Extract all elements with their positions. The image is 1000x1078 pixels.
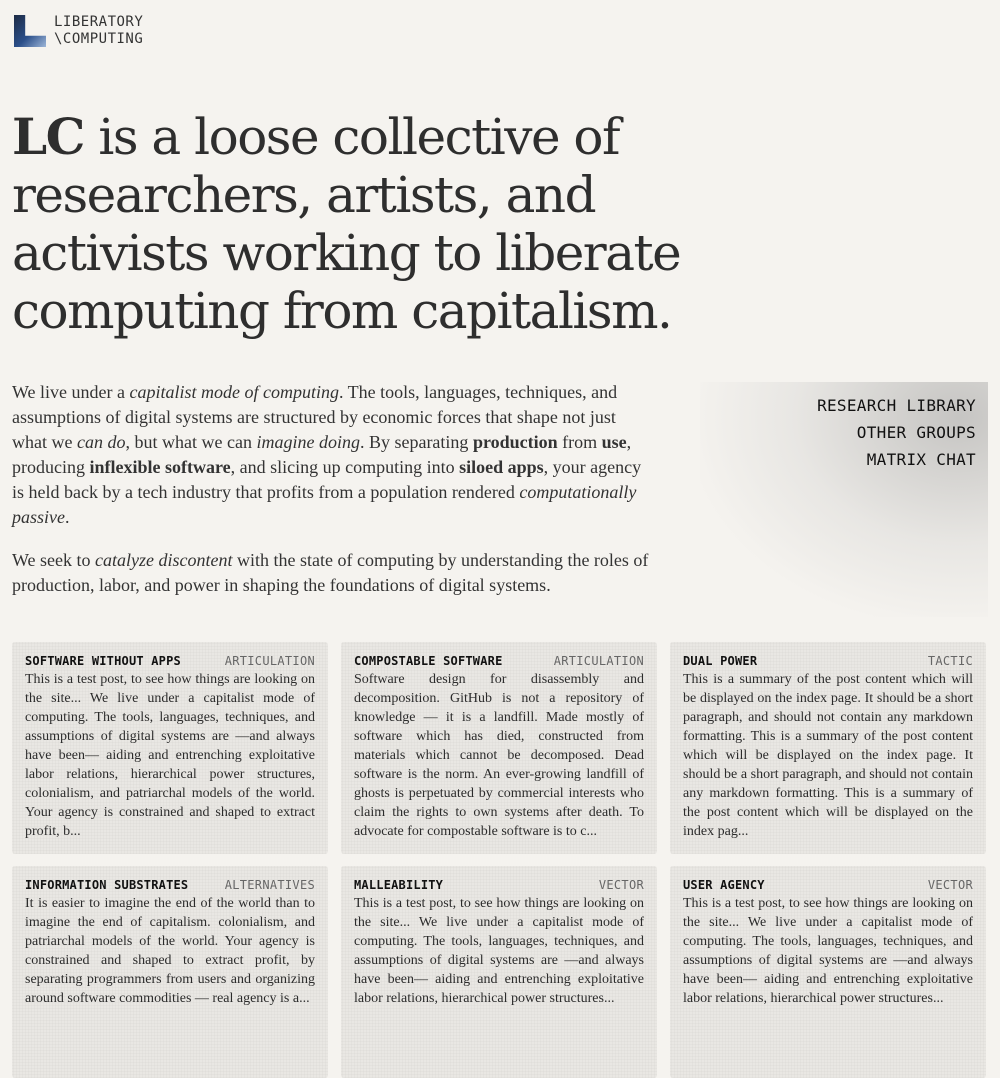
intro-paragraph-1	[12, 380, 652, 530]
intro-text-segment: , producing	[12, 432, 632, 477]
intro-text-segment: imagine doing	[256, 432, 360, 452]
logo-line-2: \COMPUTING	[54, 31, 144, 47]
headline-bold: LC	[12, 107, 84, 166]
card-title[interactable]: DUAL POWER	[683, 654, 758, 668]
site-logo[interactable]	[14, 14, 143, 48]
card-tag: ARTICULATION	[553, 654, 644, 668]
card-tag: ARTICULATION	[224, 654, 315, 668]
intro-text-segment: , but what we can	[125, 432, 257, 452]
card-tag: TACTIC	[927, 654, 973, 668]
card-tag: ALTERNATIVES	[224, 878, 315, 892]
intro-text-segment: use	[601, 432, 627, 452]
intro-text-segment: computationally passive	[12, 482, 637, 527]
intro-text-segment: capitalist mode of computing	[129, 382, 339, 402]
card-title[interactable]: MALLEABILITY	[354, 878, 444, 892]
card-summary: This is a test post, to see how things are looking on the site... We live under a capitalist mode of computing. The tools, languages, techniques, and assumptions of digital systems are —and always have been— aiding and entrenching exploitative labor relations, hierarchical power structures...	[354, 896, 644, 1006]
card-title[interactable]: COMPOSTABLE SOFTWARE	[354, 654, 503, 668]
intro-paragraph-2	[12, 548, 652, 598]
post-card[interactable]	[670, 866, 986, 1078]
post-card[interactable]	[12, 866, 328, 1078]
intro-text-segment: can do	[76, 432, 126, 452]
headline-rest: is a loose collective of researchers, artists, and activists working to liberate computing from capitalism.	[12, 108, 681, 340]
intro-text-segment: , and slicing up computing into	[230, 457, 460, 477]
card-title[interactable]: SOFTWARE WITHOUT APPS	[25, 654, 181, 668]
intro-text-segment: inflexible software	[89, 457, 231, 477]
logo-text	[54, 14, 143, 48]
page-headline	[12, 108, 802, 340]
intro-text-segment: siloed apps	[459, 457, 544, 477]
card-summary: It is easier to imagine the end of the world than to imagine the end of capitalism. colonialism, and patriarchal models of the world. Your agency is constrained and shaped to extract profit, by separating programmers from users and organizing around software commodities — real agency is a...	[25, 896, 315, 1006]
intro-text-segment: production	[472, 432, 558, 452]
post-card[interactable]	[12, 642, 328, 854]
card-summary: Software design for disassembly and decomposition. GitHub is not a repository of knowledge — it is a landfill. Made mostly of software which has died, constructed from materials which cannot be decomposed. Dead software is the norm. An ever-growing landfill of ghosts is perpetuated by commercial interests who claim the rights to own systems after death. To advocate for compostable software is to c...	[354, 672, 644, 839]
post-card[interactable]	[341, 642, 657, 854]
intro-text-segment: . The tools, languages, techniques, and assumptions of digital systems are structured by economic forces that shape not just what we	[12, 382, 618, 452]
intro-text-segment: catalyze discontent	[95, 550, 233, 570]
intro-text-segment: We live under a	[12, 382, 130, 402]
intro-text-segment: with the state of computing by understanding the roles of production, labor, and power in shaping the foundations of digital systems.	[12, 550, 649, 595]
card-summary: This is a test post, to see how things are looking on the site... We live under a capitalist mode of computing. The tools, languages, techniques, and assumptions of digital systems are —and always have been— aiding and entrenching exploitative labor relations, hierarchical power structures, colonialism, and patriarchal models of the world. Your agency is constrained and shaped to extract profit, b...	[25, 672, 315, 839]
intro-text-segment: , your agency is held back by a tech industry that profits from a population rendered	[12, 457, 642, 502]
card-summary: This is a summary of the post content which will be displayed on the index page. It should be a short paragraph, and should not contain any markdown formatting. This is a summary of the post content which will be displayed on the index page. It should be a short paragraph, and should not contain any markdown formatting. This is a summary of the post content which will be displayed on the index pag...	[683, 672, 973, 839]
intro-text-segment: . By separating	[359, 432, 473, 452]
nav-research-library[interactable]: RESEARCH LIBRARY	[817, 396, 976, 415]
logo-icon	[14, 15, 46, 47]
intro-text-segment: from	[557, 432, 602, 452]
post-card[interactable]	[670, 642, 986, 854]
card-summary: This is a test post, to see how things are looking on the site... We live under a capitalist mode of computing. The tools, languages, techniques, and assumptions of digital systems are —and always have been— aiding and entrenching exploitative labor relations, hierarchical power structures...	[683, 896, 973, 1006]
intro-text-segment: We seek to	[12, 550, 96, 570]
card-title[interactable]: INFORMATION SUBSTRATES	[25, 878, 189, 892]
card-tag: VECTOR	[927, 878, 973, 892]
nav-matrix-chat[interactable]: MATRIX CHAT	[866, 450, 976, 469]
intro-text	[12, 380, 652, 616]
intro-text-segment: .	[65, 507, 70, 527]
main-nav	[700, 382, 988, 617]
logo-line-1: LIBERATORY	[54, 14, 144, 30]
card-title[interactable]: USER AGENCY	[683, 878, 765, 892]
nav-other-groups[interactable]: OTHER GROUPS	[856, 423, 976, 442]
post-card[interactable]	[341, 866, 657, 1078]
card-tag: VECTOR	[598, 878, 644, 892]
